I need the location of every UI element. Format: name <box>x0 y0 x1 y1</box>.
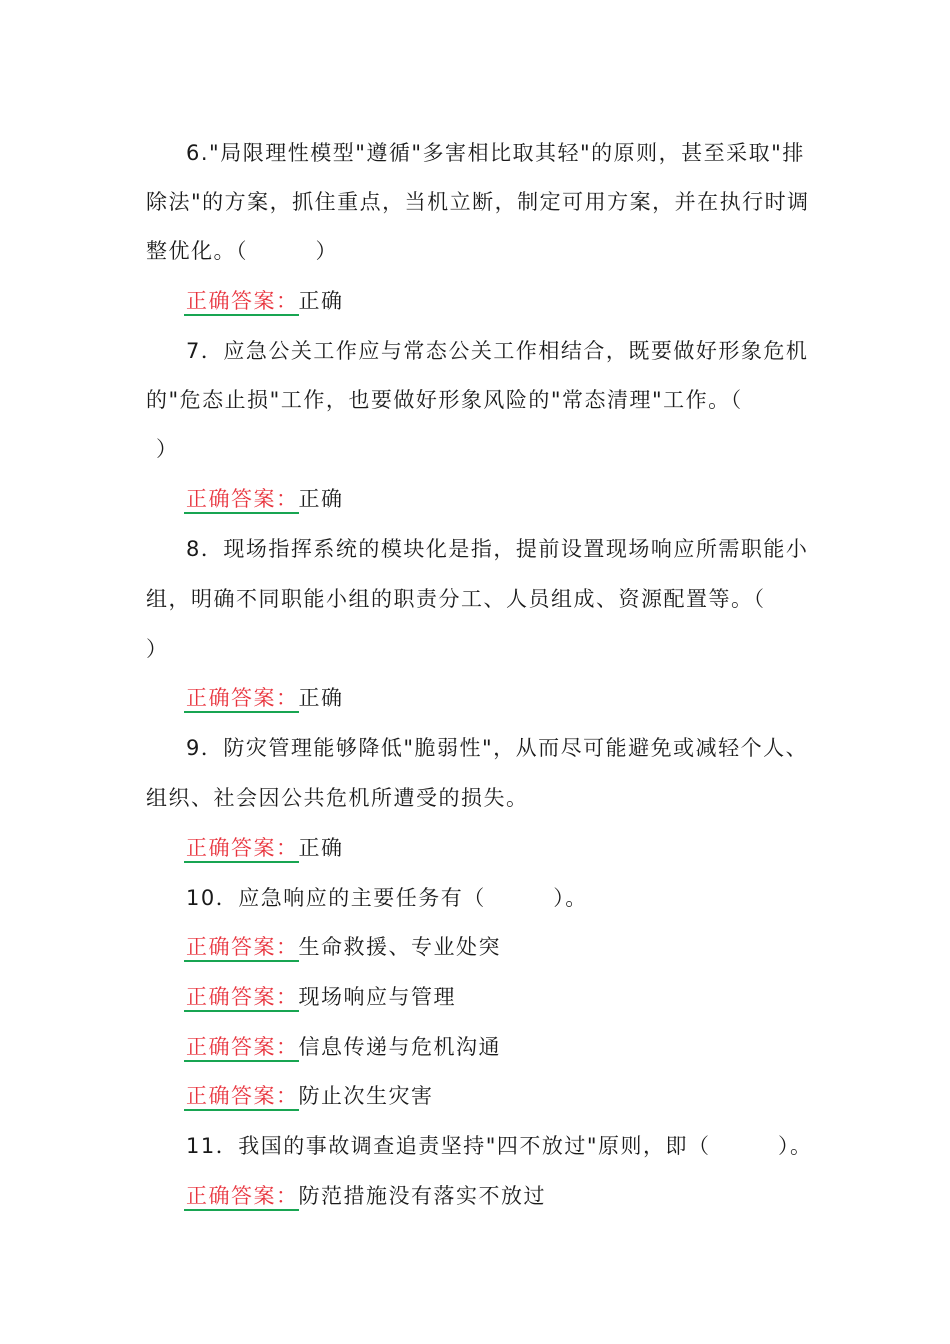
answer-label: 正确答案： <box>186 1035 299 1059</box>
q10-line-1: 10．应急响应的主要任务有（ ）。 <box>186 886 588 910</box>
answer-value: 现场响应与管理 <box>298 985 456 1009</box>
q9-answer <box>186 833 344 863</box>
q7-answer <box>186 484 344 514</box>
q10-answer-3 <box>186 1032 501 1062</box>
answer-label: 正确答案： <box>186 985 299 1009</box>
q8-line-1: 8．现场指挥系统的模块化是指，提前设置现场响应所需职能小 <box>186 537 809 561</box>
q9-line-2: 组织、社会因公共危机所遭受的损失。 <box>146 786 529 810</box>
answer-value: 正确 <box>298 487 344 511</box>
q8-line-3: ） <box>146 637 169 661</box>
q11-answer-1 <box>186 1181 546 1211</box>
q7-line-3: ） <box>156 437 179 461</box>
answer-value: 生命救援、专业处突 <box>298 935 501 959</box>
answer-value: 防止次生灾害 <box>298 1084 434 1108</box>
q6-line-2: 除法"的方案，抓住重点，当机立断，制定可用方案，并在执行时调 <box>146 190 810 214</box>
answer-value: 防范措施没有落实不放过 <box>298 1184 546 1208</box>
q7-line-2: 的"危态止损"工作，也要做好形象风险的"常态清理"工作。（ <box>146 388 743 412</box>
q10-answer-1 <box>186 932 501 962</box>
q8-answer <box>186 683 344 713</box>
q6-line-3: 整优化。（ ） <box>146 239 338 263</box>
answer-label: 正确答案： <box>186 935 299 959</box>
q10-answer-2 <box>186 982 456 1012</box>
q6-line-1: 6."局限理性模型"遵循"多害相比取其轻"的原则，甚至采取"排 <box>186 141 805 165</box>
q10-answer-4 <box>186 1081 434 1111</box>
answer-label: 正确答案： <box>186 487 299 511</box>
answer-value: 正确 <box>298 836 344 860</box>
answer-value: 正确 <box>298 686 344 710</box>
q6-answer <box>186 286 344 316</box>
answer-value: 正确 <box>298 289 344 313</box>
answer-value: 信息传递与危机沟通 <box>298 1035 501 1059</box>
q11-line-1: 11．我国的事故调查追责坚持"四不放过"原则，即（ ）。 <box>186 1134 813 1158</box>
answer-label: 正确答案： <box>186 289 299 313</box>
answer-label: 正确答案： <box>186 836 299 860</box>
answer-label: 正确答案： <box>186 1184 299 1208</box>
q8-line-2: 组，明确不同职能小组的职责分工、人员组成、资源配置等。（ <box>146 587 766 611</box>
answer-label: 正确答案： <box>186 1084 299 1108</box>
q9-line-1: 9．防灾管理能够降低"脆弱性"，从而尽可能避免或减轻个人、 <box>186 736 809 760</box>
answer-label: 正确答案： <box>186 686 299 710</box>
q7-line-1: 7．应急公关工作应与常态公关工作相结合，既要做好形象危机 <box>186 339 809 363</box>
